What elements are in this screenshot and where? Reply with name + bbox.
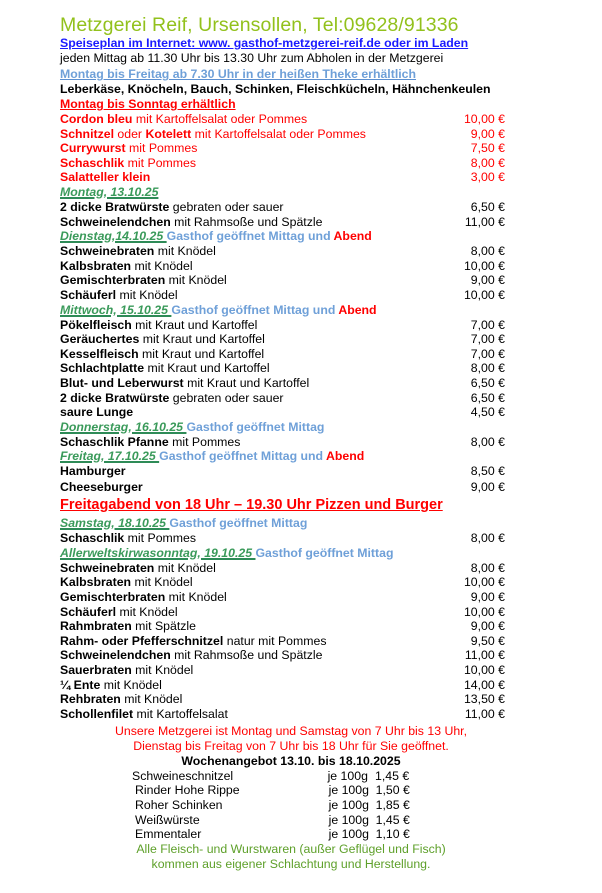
menu-item-price: 8,00 € [470,155,505,170]
menu-item-description [60,575,193,590]
menu-item-price: 10,00 € [463,604,505,619]
menu-item-description [60,619,196,634]
menu-item-price: 13,50 € [463,692,505,707]
dish-name: Rehbraten [60,692,121,707]
dish-side: mit Knödel [100,677,162,692]
menu-item-price: 11,00 € [464,706,505,721]
day-section [60,185,505,229]
weekly-menu [60,185,505,721]
menu-item [60,215,505,230]
offer-unit: je 100g [328,783,369,798]
day-section [60,420,505,450]
pickup-info: jeden Mittag ab 11.30 Uhr bis 13.30 Uhr zum Abholen in der Metzgerei [60,51,444,65]
offer-row [132,798,432,813]
day-date: Samstag, 18.10.25 [60,516,170,531]
dish-name: Schweinelendchen [60,214,171,229]
offer-unit: je 100g [328,827,369,842]
menu-item [60,435,505,450]
dish-side: mit Pommes [125,141,198,156]
menu-item-description [60,376,309,391]
dish-side: mit Kartoffelsalat [133,706,228,721]
menu-item-price: 6,50 € [470,375,505,390]
offer-row [132,827,432,842]
dish-side: mit Kraut und Kartoffel [144,361,270,376]
menu-item [60,531,505,546]
weekly-offer-heading: Wochenangebot 13.10. bis 18.10.2025 [181,753,401,768]
website-link[interactable]: Speiseplan im Internet: www. gasthof-metzgerei-reif.de oder im Laden [60,36,469,50]
menu-item-description [60,112,307,127]
menu-item-description [60,464,126,480]
offer-price: 1,45 € [375,812,410,827]
dish-name: ¼ Ente [60,677,101,692]
menu-item-price: 8,50 € [470,464,505,479]
dish-name: Gemischterbraten [60,273,166,288]
day-date: Mittwoch, 15.10.25 [60,302,172,317]
menu-item-description [60,259,193,274]
day-section [60,449,505,515]
menu-item-price: 10,00 € [463,663,505,678]
dish-name: 2 dicke Bratwürste [60,199,170,214]
menu-item [60,575,505,590]
day-section [60,303,505,420]
menu-item-price: 7,50 € [470,141,505,156]
menu-item-description [60,678,162,693]
offer-name: Roher Schinken [135,798,223,812]
daily-menu-heading: Montag bis Sonntag erhältlich [60,97,236,111]
dish-side: mit Knödel [154,560,216,575]
menu-item-description [60,347,264,362]
dish-side: mit Kraut und Kartoffel [183,375,310,390]
dish-side: gebraten oder sauer [169,390,284,405]
menu-item [60,405,505,420]
menu-item-price: 8,00 € [470,361,505,376]
menu-item-description [60,561,216,576]
day-heading [60,185,505,200]
offer-row [132,813,432,828]
dish-name: Schaschlik [60,531,125,546]
origin-note-line-1: Alle Fleisch- und Wurstwaren (außer Geflügel und Fisch) [136,842,446,857]
dish-name: Schollenfilet [60,706,134,721]
menu-item-description [60,332,265,347]
menu-item-price: 11,00 € [464,214,505,229]
menu-item-price: 9,00 € [470,126,505,141]
menu-item-price: 7,00 € [470,346,505,361]
dish-side: mit Pommes [124,155,197,170]
menu-item-description [60,405,133,420]
dish-side: mit Kraut und Kartoffel [131,317,258,332]
menu-item-price: 6,50 € [470,390,505,405]
offer-row [132,783,432,798]
menu-item [60,391,505,406]
dish-side: mit Knödel [120,692,183,707]
menu-item-description [60,170,150,185]
origin-note-line-2: kommen aus eigener Schlachtung und Herstellung. [151,857,431,872]
day-heading [60,516,505,531]
day-section [60,229,505,302]
gasthof-note: Gasthof geöffnet Mittag und [166,229,334,244]
menu-item-description [60,288,178,303]
menu-item-price: 4,50 € [470,405,505,420]
menu-item [60,273,505,288]
offer-price: 1,85 € [375,798,410,812]
dish-name: Salatteller klein [60,170,151,185]
evening-label: Abend [338,302,377,317]
dish-name: Schnitzel [60,126,114,141]
dish-name: Schweinebraten [60,560,155,575]
menu-item-description [60,127,366,142]
menu-item [60,361,505,376]
menu-item-price: 10,00 € [463,287,505,302]
menu-item-description [60,663,193,678]
day-date: Allerweltskirwasonntag, 19.10.25 [60,545,256,560]
dish-name: Kesselfleisch [60,346,139,361]
offer-name: Rinder Hohe Rippe [135,783,240,798]
dish-side: mit Knödel [165,590,227,605]
menu-item-price: 9,00 € [470,590,505,605]
menu-item-description [60,648,322,663]
dish-name: Geräuchertes [60,332,140,347]
day-date: Dienstag,14.10.25 [60,229,167,244]
menu-item-description [60,707,228,722]
offer-price: 1,45 € [375,768,410,783]
dish-side: mit Rahmsoße und Spätzle [170,648,323,663]
day-date: Freitag, 17.10.25 [60,449,160,464]
menu-item [60,464,505,480]
day-date: Montag, 13.10.25 [60,184,159,199]
offer-name: Emmentaler [135,827,202,842]
dish-name: Kalbsbraten [60,575,132,590]
offer-unit: je 100g [328,812,369,827]
day-heading [60,546,505,561]
menu-item [60,605,505,620]
dish-side: mit Knödel [154,244,216,259]
menu-item-description [60,156,196,171]
dish-name: Currywurst [60,141,126,156]
menu-item [60,561,505,576]
menu-item [60,648,505,663]
menu-item [60,244,505,259]
menu-item-description [60,391,284,406]
menu-item-description [60,634,327,649]
offer-name: Weißwürste [135,812,200,827]
menu-item-price: 3,00 € [470,170,505,185]
menu-item-description [60,590,227,605]
dish-name: Rahm- oder Pfefferschnitzel [60,633,224,648]
gasthof-note: Gasthof geöffnet Mittag [255,545,394,560]
menu-item [60,376,505,391]
dish-side: mit Kraut und Kartoffel [138,346,265,361]
dish-name: Pökelfleisch [60,317,132,332]
dish-name: saure Lunge [60,405,134,420]
dish-side: mit Knödel [131,663,194,678]
hot-counter-items: Leberkäse, Knöcheln, Bauch, Schinken, Fleischkücheln, Hähnchenkeulen [60,82,491,96]
gasthof-note: Gasthof geöffnet Mittag [186,419,325,434]
dish-name: Rahmbraten [60,619,132,634]
menu-item-description [60,273,227,288]
dish-name-alt: Kotelett [145,126,192,141]
menu-item-description [60,361,270,376]
day-heading [60,449,505,464]
menu-item [60,480,505,496]
dish-side: mit Kartoffelsalat oder Pommes [132,112,308,126]
dish-side: mit Knödel [131,575,193,590]
dish-name: Kalbsbraten [60,258,132,273]
offer-price: 1,50 € [375,783,410,798]
menu-item-price: 8,00 € [470,560,505,575]
day-heading [60,229,505,244]
dish-name: Hamburger [60,464,126,479]
menu-item [60,347,505,362]
menu-item-price: 9,50 € [470,633,505,648]
dish-name: 2 dicke Bratwürste [60,390,170,405]
menu-item [60,112,505,127]
menu-item-price: 8,00 € [470,434,505,449]
dish-side: mit Spätzle [131,619,196,634]
menu-item-description [60,480,143,496]
menu-item [60,170,505,185]
gasthof-note: Gasthof geöffnet Mittag und [159,449,327,464]
menu-item-price: 9,00 € [470,273,505,288]
menu-item [60,156,505,171]
day-section [60,546,505,722]
gasthof-note: Gasthof geöffnet Mittag und [171,302,339,317]
dish-name: Schäuferl [60,604,117,619]
menu-item [60,678,505,693]
menu-item-description [60,215,322,230]
dish-side: mit Kartoffelsalat oder Pommes [191,126,366,141]
menu-item-price: 10,00 € [463,258,505,273]
offer-name: Schweineschnitzel [132,768,234,783]
opening-hours-line-1: Unsere Metzgerei ist Montag und Samstag von 7 Uhr bis 13 Uhr, [115,724,467,739]
menu-item [60,663,505,678]
dish-side: mit Pommes [168,434,241,449]
menu-item-price: 7,00 € [470,332,505,347]
menu-document [60,14,505,872]
menu-item [60,288,505,303]
offer-unit: je 100g [328,798,369,812]
menu-item-price: 10,00 € [463,112,505,126]
day-heading [60,303,505,318]
dish-name: Blut- und Leberwurst [60,375,184,390]
offer-unit: je 100g [327,768,368,783]
dish-name: Schaschlik [60,155,125,170]
page-title: Metzgerei Reif, Ursensollen, Tel:09628/91336 [60,14,459,36]
dish-side: mit Knödel [131,258,193,273]
gasthof-note: Gasthof geöffnet Mittag [169,516,308,531]
dish-side: mit Kraut und Kartoffel [139,332,265,347]
daily-menu-list [60,112,505,185]
menu-item [60,318,505,333]
menu-item-price: 14,00 € [463,677,505,692]
day-section [60,516,505,546]
dish-side: mit Knödel [116,287,178,302]
dish-side: mit Rahmsoße und Spätzle [170,214,323,229]
menu-item [60,692,505,707]
menu-item [60,619,505,634]
menu-item-price: 9,00 € [470,619,505,634]
menu-item [60,200,505,215]
menu-item-price: 8,00 € [470,244,505,259]
menu-item [60,332,505,347]
menu-item-price: 7,00 € [470,317,505,332]
menu-item-price: 8,00 € [470,531,505,546]
day-date: Donnerstag, 16.10.25 [60,419,187,434]
dish-name: Schweinelendchen [60,648,171,663]
dish-side: gebraten oder sauer [169,199,284,214]
dish-side: mit Pommes [124,531,197,546]
weekly-offer-list [132,769,432,843]
menu-item [60,141,505,156]
dish-side: mit Knödel [116,604,178,619]
evening-label: Abend [333,229,372,244]
menu-item [60,590,505,605]
offer-price: 1,10 € [375,827,410,842]
opening-hours-line-2: Dienstag bis Freitag von 7 Uhr bis 18 Uhr für Sie geöffnet. [133,739,449,753]
dish-name: Cordon bleu [60,112,133,126]
menu-item-description [60,531,196,546]
menu-item-description [60,318,257,333]
dish-name: Schaschlik Pfanne [60,434,169,449]
menu-item-price: 11,00 € [464,648,505,663]
menu-item [60,634,505,649]
dish-name: Sauerbraten [60,663,132,678]
dish-name: Cheeseburger [60,479,143,494]
menu-item [60,127,505,142]
offer-row [132,769,432,784]
menu-item-description [60,244,216,259]
menu-item-description [60,692,182,707]
menu-item [60,259,505,274]
dish-name: Schlachtplatte [60,361,145,376]
hot-counter-heading: Montag bis Freitag ab 7.30 Uhr in der heißen Theke erhältlich [60,67,417,81]
dish-name: Schweinebraten [60,244,155,259]
menu-item-price: 10,00 € [463,575,505,590]
dish-side: mit Knödel [165,273,227,288]
dish-name: Gemischterbraten [60,590,166,605]
dish-connector: oder [113,126,146,141]
menu-item-description [60,141,197,156]
menu-item-price: 6,50 € [470,199,505,214]
menu-item-description [60,200,284,215]
menu-item-description [60,605,178,620]
evening-label: Abend [326,449,365,464]
menu-item [60,707,505,722]
menu-item-price: 9,00 € [470,479,505,494]
day-heading [60,420,505,435]
friday-special-banner: Freitagabend von 18 Uhr – 19.30 Uhr Pizzen und Burger [60,497,443,514]
dish-side: natur mit Pommes [223,633,327,648]
dish-name: Schäuferl [60,287,117,302]
menu-item-description [60,435,240,450]
